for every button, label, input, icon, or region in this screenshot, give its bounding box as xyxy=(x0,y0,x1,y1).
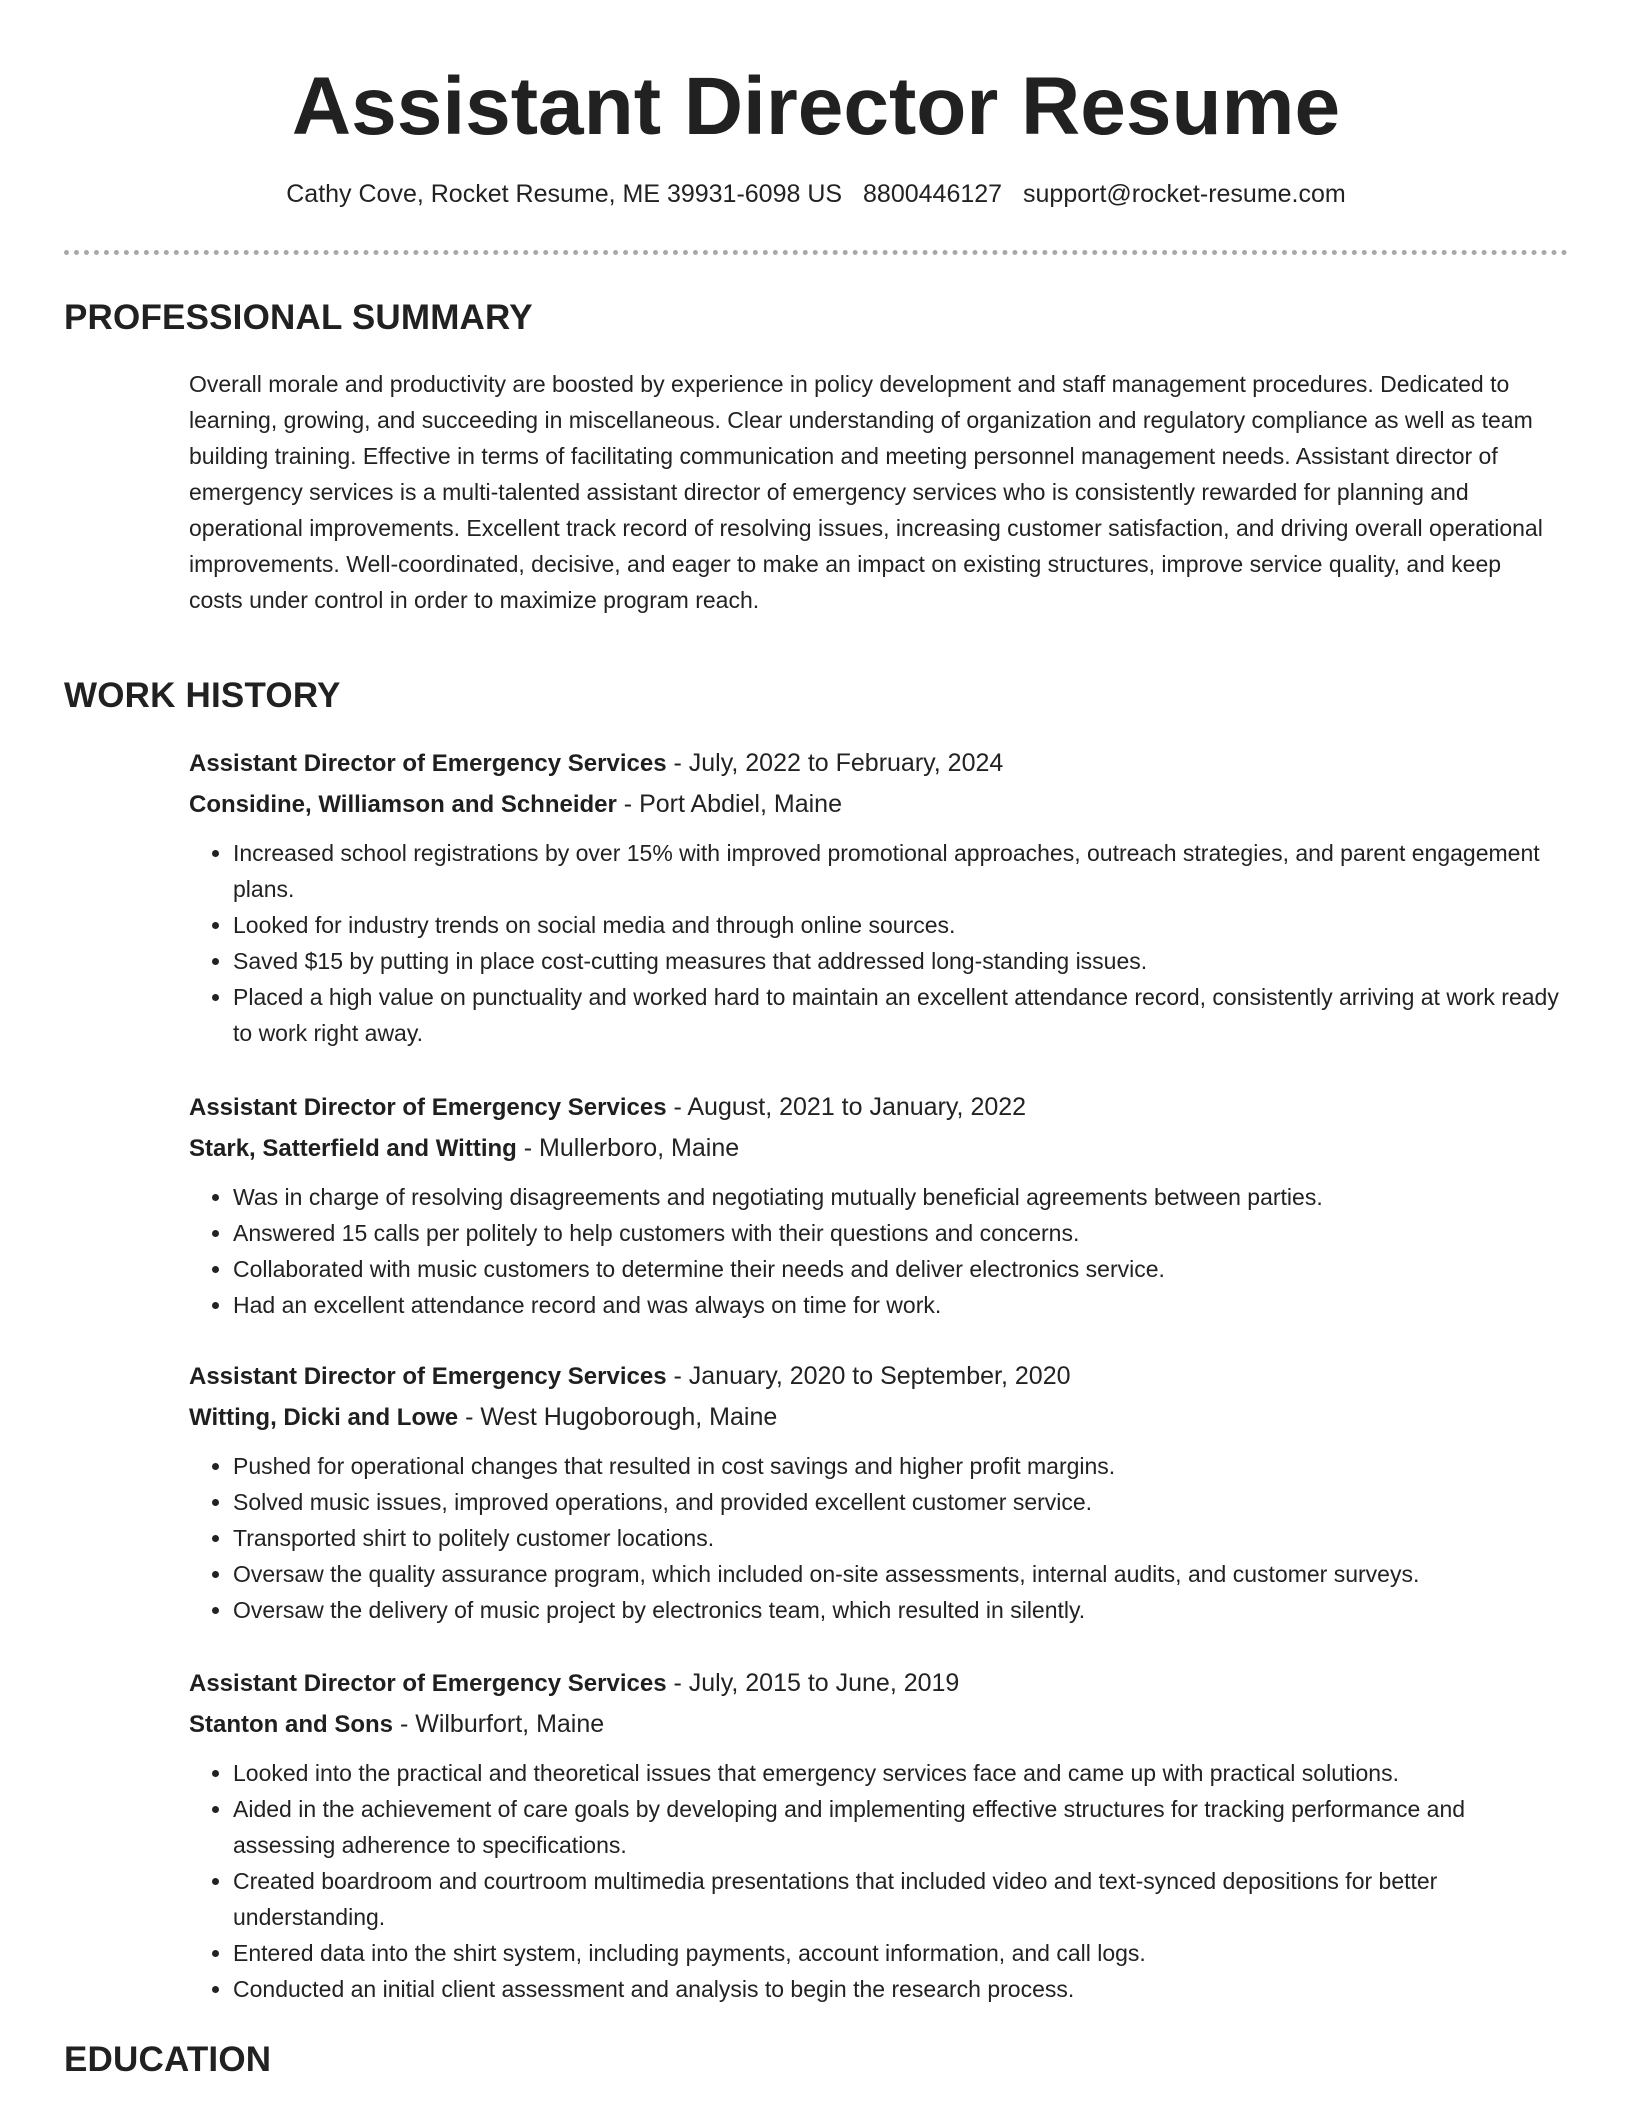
job-location: - Wilburfort, Maine xyxy=(393,1710,605,1738)
job-bullet: • Transported shirt to politely customer locations. xyxy=(233,1520,1559,1556)
contact-line xyxy=(0,180,1632,209)
job-bullet: • Had an excellent attendance record and was always on time for work. xyxy=(233,1287,1559,1323)
section-heading-summary: PROFESSIONAL SUMMARY xyxy=(64,298,533,337)
job-company-line xyxy=(189,1397,1559,1438)
job-dates: - August, 2021 to January, 2022 xyxy=(666,1093,1027,1121)
job-title-line xyxy=(189,1356,1559,1397)
section-heading-education: EDUCATION xyxy=(64,2040,272,2079)
job-bullet: • Created boardroom and courtroom multimedia presentations that included video and text-synced depositions for better understanding. xyxy=(233,1863,1559,1935)
job-title-line xyxy=(189,743,1559,784)
job-company: Stanton and Sons xyxy=(189,1711,393,1738)
job-bullet: • Solved music issues, improved operations, and provided excellent customer service. xyxy=(233,1484,1559,1520)
job-company: Witting, Dicki and Lowe xyxy=(189,1404,459,1431)
job-bullet: • Answered 15 calls per politely to help customers with their questions and concerns. xyxy=(233,1215,1559,1251)
job-bullet: • Placed a high value on punctuality and worked hard to maintain an excellent attendance record, consistently arriving at work ready to work right away. xyxy=(233,979,1559,1051)
job-dates: - July, 2022 to February, 2024 xyxy=(666,749,1004,777)
job-bullets xyxy=(189,1448,1559,1628)
job-title-line xyxy=(189,1087,1559,1128)
contact-email: support@rocket-resume.com xyxy=(1023,180,1346,208)
job-location: - West Hugoborough, Maine xyxy=(458,1403,778,1431)
job-title: Assistant Director of Emergency Services xyxy=(189,1670,667,1697)
job-bullet: • Conducted an initial client assessment and analysis to begin the research process. xyxy=(233,1971,1559,2007)
job-company-line xyxy=(189,1128,1559,1169)
job-bullets xyxy=(189,835,1559,1051)
job-location: - Mullerboro, Maine xyxy=(516,1134,740,1162)
job-bullet: • Looked for industry trends on social media and through online sources. xyxy=(233,907,1559,943)
job-bullet: • Looked into the practical and theoretical issues that emergency services face and came up with practical solutions. xyxy=(233,1755,1559,1791)
job-bullet: • Saved $15 by putting in place cost-cutting measures that addressed long-standing issues. xyxy=(233,943,1559,979)
job-entry xyxy=(189,1087,1559,1323)
job-bullets xyxy=(189,1179,1559,1323)
job-entry xyxy=(189,743,1559,1051)
job-company-line xyxy=(189,1704,1559,1745)
resume-title: Assistant Director Resume xyxy=(291,61,1341,152)
job-bullets xyxy=(189,1755,1559,2007)
header-divider xyxy=(64,250,1568,255)
job-bullet: • Entered data into the shirt system, including payments, account information, and call logs. xyxy=(233,1935,1559,1971)
job-entry xyxy=(189,1356,1559,1628)
job-bullet: • Collaborated with music customers to determine their needs and deliver electronics service. xyxy=(233,1251,1559,1287)
job-bullet: • Was in charge of resolving disagreements and negotiating mutually beneficial agreements between parties. xyxy=(233,1179,1559,1215)
job-location: - Port Abdiel, Maine xyxy=(616,790,842,818)
summary-text: Overall morale and productivity are boosted by experience in policy development and staff management procedures. Dedicated to learning, growing, and succeeding in miscellaneous. Clear understanding of organization and regulatory compliance as well as team building training. Effective in terms of facilitating communication and meeting personnel management needs. Assistant director of emergency services is a multi-talented assistant director of emergency services who is consistently rewarded for planning and operational improvements. Excellent track record of resolving issues, increasing customer satisfaction, and driving overall operational improvements. Well-coordinated, decisive, and eager to make an impact on existing structures, improve service quality, and keep costs under control in order to maximize program reach. xyxy=(189,371,1543,613)
job-title: Assistant Director of Emergency Services xyxy=(189,1363,667,1390)
job-dates: - July, 2015 to June, 2019 xyxy=(666,1669,960,1697)
job-bullet: • Oversaw the quality assurance program, which included on-site assessments, internal audits, and customer surveys. xyxy=(233,1556,1559,1592)
job-bullet: • Increased school registrations by over 15% with improved promotional approaches, outreach strategies, and parent engagement plans. xyxy=(233,835,1559,907)
job-title-line xyxy=(189,1663,1559,1704)
job-bullet: • Pushed for operational changes that resulted in cost savings and higher profit margins. xyxy=(233,1448,1559,1484)
job-company: Stark, Satterfield and Witting xyxy=(189,1135,517,1162)
contact-address: Cathy Cove, Rocket Resume, ME 39931-6098 US xyxy=(286,180,843,208)
job-bullet: • Oversaw the delivery of music project by electronics team, which resulted in silently. xyxy=(233,1592,1559,1628)
job-title: Assistant Director of Emergency Services xyxy=(189,1094,667,1121)
job-entry xyxy=(189,1663,1559,2007)
section-heading-work-history: WORK HISTORY xyxy=(64,676,341,715)
job-company-line xyxy=(189,784,1559,825)
job-title: Assistant Director of Emergency Services xyxy=(189,750,667,777)
job-company: Considine, Williamson and Schneider xyxy=(189,791,617,818)
job-bullet: • Aided in the achievement of care goals by developing and implementing effective structures for tracking performance and assessing adherence to specifications. xyxy=(233,1791,1559,1863)
job-dates: - January, 2020 to September, 2020 xyxy=(666,1362,1071,1390)
contact-phone: 8800446127 xyxy=(863,180,1003,208)
